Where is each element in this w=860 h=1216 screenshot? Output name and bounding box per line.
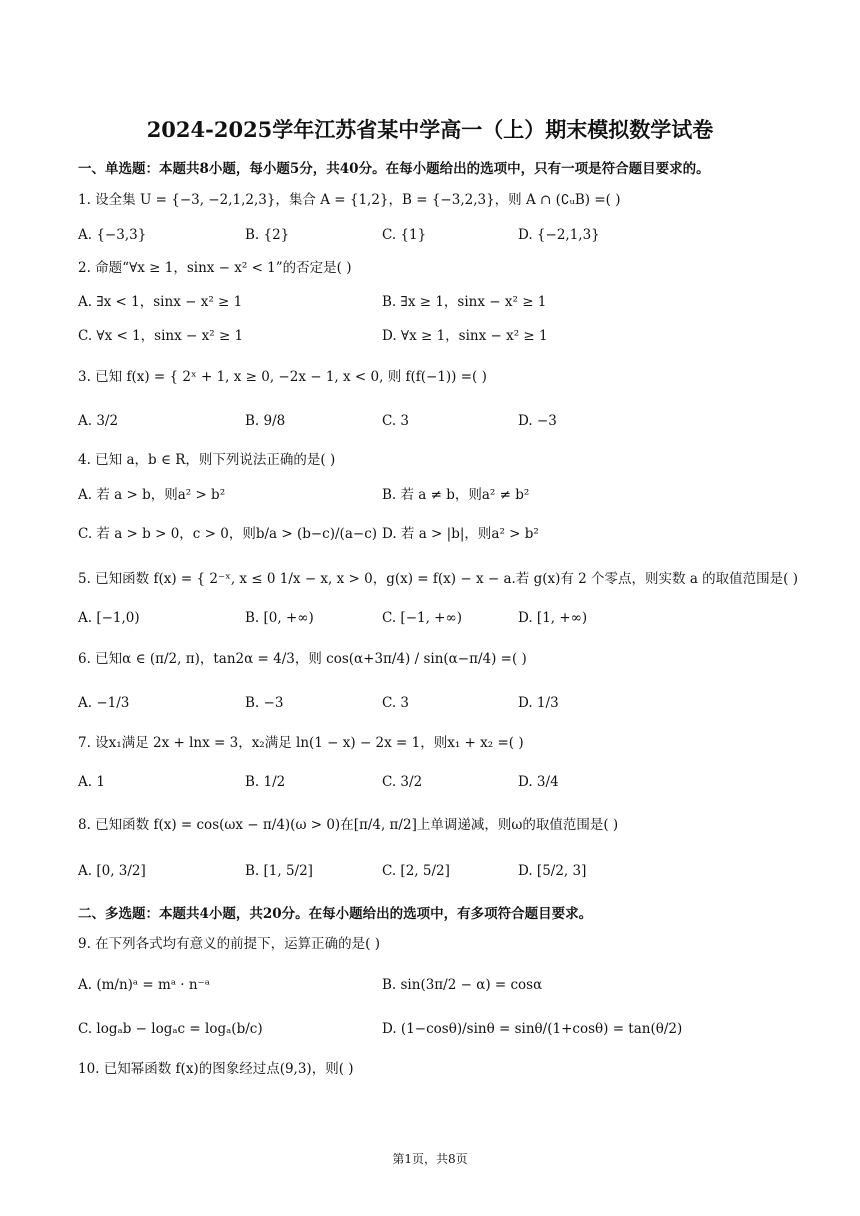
page-title: 2024-2025学年江苏省某中学高一（上）期末模拟数学试卷 bbox=[146, 117, 714, 142]
question-7-option-c: C. 3/2 bbox=[382, 774, 423, 790]
question-8-option-d: D. [5/2, 3] bbox=[518, 863, 587, 879]
question-5-option-b: B. [0, +∞) bbox=[245, 610, 314, 626]
question-3-option-d: D. −3 bbox=[518, 413, 557, 429]
question-8-option-a: A. [0, 3/2] bbox=[78, 863, 146, 879]
question-7-option-a: A. 1 bbox=[78, 774, 105, 790]
question-1-option-b: B. {2} bbox=[245, 227, 290, 243]
question-5-stem: 5. 已知函数 f(x) = { 2⁻ˣ, x ≤ 0 1/x − x, x > 0，g(x) = f(x) − x − a.若 g(x)有 2 个零点，则实数 a 的取值范围是( ) bbox=[78, 571, 799, 587]
question-6-option-a: A. −1/3 bbox=[78, 695, 130, 711]
question-1-stem: 1. 设全集 U = {−3, −2,1,2,3}，集合 A = {1,2}，B = {−3,2,3}，则 A ∩ (∁ᵤB) =( ) bbox=[78, 192, 621, 208]
question-9-option-b: B. sin(3π/2 − α) = cosα bbox=[382, 977, 543, 993]
question-5-option-c: C. [−1, +∞) bbox=[382, 610, 463, 626]
question-6-option-b: B. −3 bbox=[245, 695, 284, 711]
question-4-option-d: D. 若 a > |b|，则a² > b² bbox=[382, 526, 539, 542]
question-2-option-b: B. ∃x ≥ 1，sinx − x² ≥ 1 bbox=[382, 294, 547, 310]
question-6-option-d: D. 1/3 bbox=[518, 695, 559, 711]
question-5-option-d: D. [1, +∞) bbox=[518, 610, 588, 626]
question-8-stem: 8. 已知函数 f(x) = cos(ωx − π/4)(ω > 0)在[π/4, π/2]上单调递减，则ω的取值范围是( ) bbox=[78, 817, 619, 833]
page-footer: 第1页，共8页 bbox=[392, 1152, 468, 1166]
question-8-option-c: C. [2, 5/2] bbox=[382, 863, 450, 879]
question-7-option-b: B. 1/2 bbox=[245, 774, 286, 790]
question-9-option-c: C. logₐb − logₐc = logₐ(b/c) bbox=[78, 1021, 263, 1037]
question-10-stem: 10. 已知幂函数 f(x)的图象经过点(9,3)，则( ) bbox=[78, 1061, 354, 1077]
question-3-stem: 3. 已知 f(x) = { 2ˣ + 1, x ≥ 0, −2x − 1, x < 0, 则 f(f(−1)) =( ) bbox=[78, 369, 487, 385]
question-4-option-a: A. 若 a > b，则a² > b² bbox=[78, 487, 226, 503]
section-heading-multiple-choice: 二、多选题：本题共4小题，共20分。在每小题给出的选项中，有多项符合题目要求。 bbox=[78, 906, 593, 922]
section-heading-single-choice: 一、单选题：本题共8小题，每小题5分，共40分。在每小题给出的选项中，只有一项是符合题目要求的。 bbox=[78, 161, 710, 177]
question-3-option-b: B. 9/8 bbox=[245, 413, 286, 429]
question-7-stem: 7. 设x₁满足 2x + lnx = 3，x₂满足 ln(1 − x) − 2x = 1，则x₁ + x₂ =( ) bbox=[78, 735, 524, 751]
question-2-option-c: C. ∀x < 1，sinx − x² ≥ 1 bbox=[78, 328, 244, 344]
question-2-option-d: D. ∀x ≥ 1，sinx − x² ≥ 1 bbox=[382, 328, 548, 344]
question-1-option-a: A. {−3,3} bbox=[78, 227, 147, 243]
question-3-option-a: A. 3/2 bbox=[78, 413, 119, 429]
question-9-option-d: D. (1−cosθ)/sinθ = sinθ/(1+cosθ) = tan(θ/2) bbox=[382, 1021, 683, 1037]
question-4-option-b: B. 若 a ≠ b，则a² ≠ b² bbox=[382, 487, 530, 503]
question-7-option-d: D. 3/4 bbox=[518, 774, 559, 790]
question-2-stem: 2. 命题“∀x ≥ 1，sinx − x² < 1”的否定是( ) bbox=[78, 260, 352, 276]
question-6-stem: 6. 已知α ∈ (π/2, π)，tan2α = 4/3，则 cos(α+3π/4) / sin(α−π/4) =( ) bbox=[78, 651, 527, 667]
question-4-stem: 4. 已知 a，b ∈ R，则下列说法正确的是( ) bbox=[78, 452, 336, 468]
question-9-option-a: A. (m/n)ᵃ = mᵃ · n⁻ᵃ bbox=[78, 977, 210, 993]
question-8-option-b: B. [1, 5/2] bbox=[245, 863, 313, 879]
question-4-option-c: C. 若 a > b > 0，c > 0，则b/a > (b−c)/(a−c) bbox=[78, 526, 378, 542]
question-1-option-d: D. {−2,1,3} bbox=[518, 227, 600, 243]
question-9-stem: 9. 在下列各式均有意义的前提下，运算正确的是( ) bbox=[78, 936, 380, 952]
question-3-option-c: C. 3 bbox=[382, 413, 410, 429]
question-6-option-c: C. 3 bbox=[382, 695, 410, 711]
question-1-option-c: C. {1} bbox=[382, 227, 427, 243]
question-5-option-a: A. [−1,0) bbox=[78, 610, 140, 626]
question-2-option-a: A. ∃x < 1，sinx − x² ≥ 1 bbox=[78, 294, 243, 310]
